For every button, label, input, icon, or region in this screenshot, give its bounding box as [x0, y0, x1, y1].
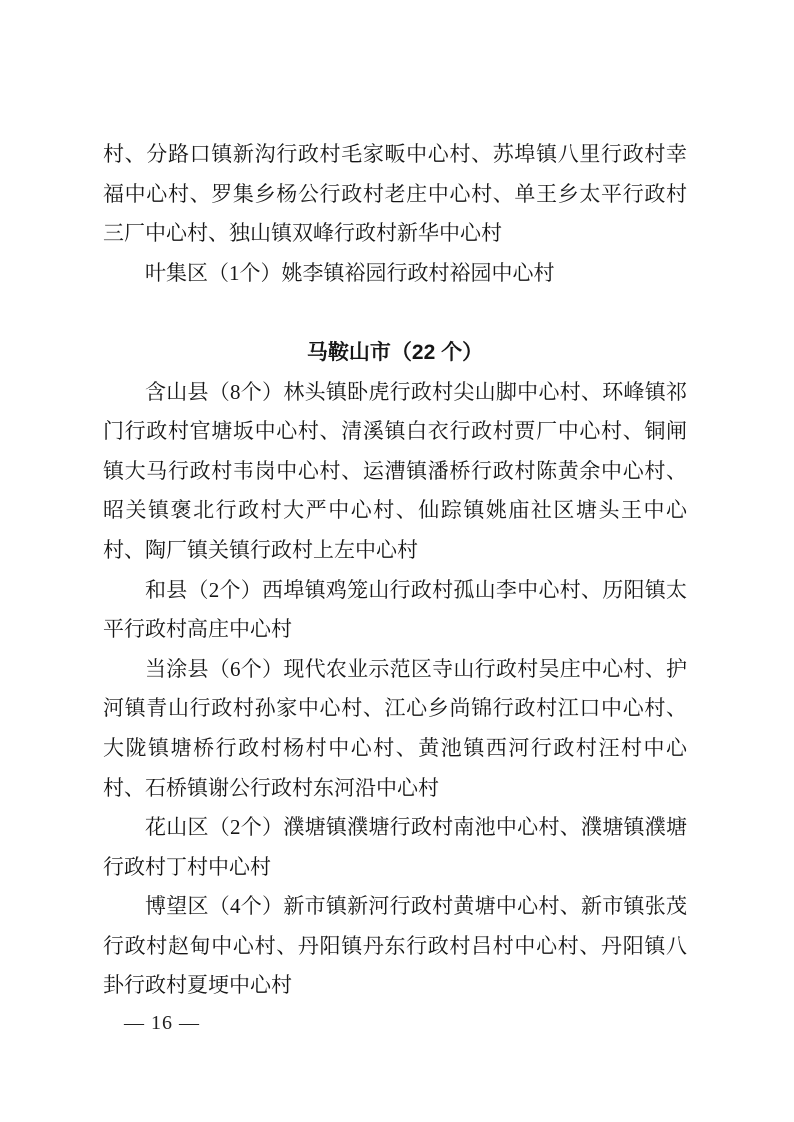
paragraph-continuation: 村、分路口镇新沟行政村毛家畈中心村、苏埠镇八里行政村幸福中心村、罗集乡杨公行政村老庄中心村、单王乡太平行政村三厂中心村、独山镇双峰行政村新华中心村 [103, 142, 687, 246]
section-heading-maanshan: 马鞍山市（22 个） [306, 340, 484, 364]
paragraph-hexian: 和县（2个）西埠镇鸡笼山行政村孤山李中心村、历阳镇太平行政村高庄中心村 [103, 577, 687, 642]
paragraph-yejiqu: 叶集区（1个）姚李镇裕园行政村裕园中心村 [145, 260, 555, 285]
document-content [103, 135, 687, 1006]
paragraph-dangtu: 当涂县（6个）现代农业示范区寺山行政村吴庄中心村、护河镇青山行政村孙家中心村、江心乡尚锦行政村江口中心村、大陇镇塘桥行政村杨村中心村、黄池镇西河行政村汪村中心村、石桥镇谢公行政村东河沿中心村 [103, 656, 687, 800]
paragraph-bowang: 博望区（4个）新市镇新河行政村黄塘中心村、新市镇张茂行政村赵甸中心村、丹阳镇丹东行政村吕村中心村、丹阳镇八卦行政村夏埂中心村 [103, 894, 687, 998]
paragraph-hanshan: 含山县（8个）林头镇卧虎行政村尖山脚中心村、环峰镇祁门行政村官塘坂中心村、清溪镇白衣行政村贾厂中心村、铜闸镇大马行政村韦岗中心村、运漕镇潘桥行政村陈黄余中心村、昭关镇褒北行政村大严中心村、仙踪镇姚庙社区塘头王中心村、陶厂镇关镇行政村上左中心村 [103, 379, 687, 562]
paragraph-huashan: 花山区（2个）濮塘镇濮塘行政村南池中心村、濮塘镇濮塘行政村丁村中心村 [103, 815, 687, 879]
page-number: — 16 — [124, 1012, 200, 1034]
